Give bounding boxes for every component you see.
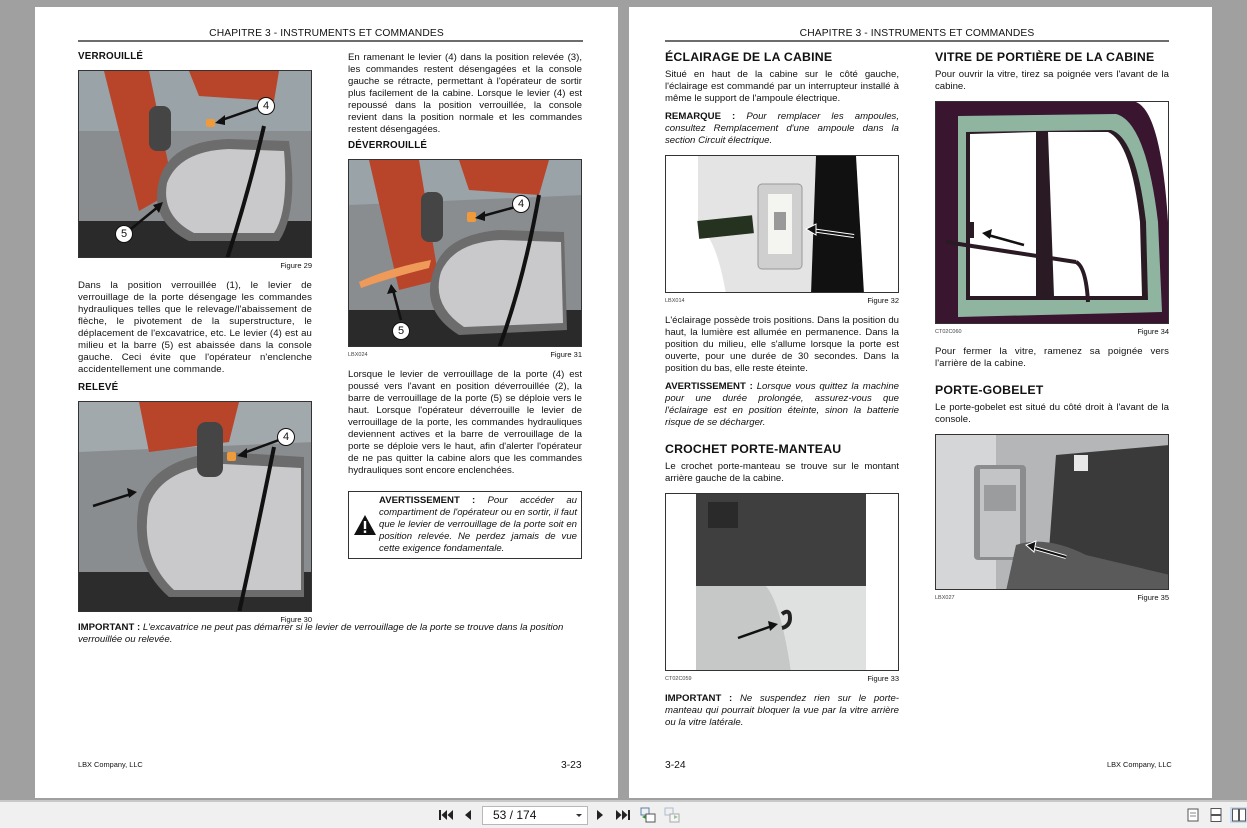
header-rule	[665, 40, 1169, 42]
figure-31-image	[348, 159, 582, 347]
footer-company: LBX Company, LLC	[78, 760, 143, 769]
heading-verrouille: VERROUILLÉ	[78, 51, 144, 62]
chevron-down-icon	[576, 814, 582, 817]
first-page-icon	[439, 809, 453, 821]
locked-description: Dans la position verrouillée (1), le levier de verrouillage de la porte désengage les commandes hydrauliques telles que le relevage/l'abaissement de flèche, le pivotement de la superstructure, le déplacement de l'excavatrice, etc. Le levier (4) est au milieu et la barre (5) est abaissée dans la console gauche. Ceci évite que l'opérateur n'enclenche accidentellement une commande.	[78, 280, 312, 375]
cup-holder-description: Le porte-gobelet est situé du côté droit à l'avant de la console.	[935, 402, 1169, 425]
cab-door-window-photo	[936, 102, 1169, 324]
figure-30-image	[78, 401, 312, 612]
footer-company: LBX Company, LLC	[1107, 760, 1172, 769]
continuous-page-icon	[1210, 808, 1222, 822]
unlocked-description: Lorsque le levier de verrouillage de la porte (4) est poussé vers l'avant en position déverrouillée (2), la barre de verrouillage de la porte (5) se déploie vers le haut. Lorsque l'opérateur déverrouille le levier de verrouillage de la porte, les commandes hydrauliques deviennent actives et la barre de verrouillage de la porte se déploie vers le haut, afin d'alerter l'opérateur de ne pas quitter la cabine alors que les commandes hydrauliques sont encore enclenchées.	[348, 369, 582, 476]
window-open-description: Pour ouvrir la vitre, tirez sa poignée vers l'avant de la cabine.	[935, 69, 1169, 92]
previous-page-button[interactable]	[460, 807, 476, 823]
figure-32-caption: LBX014 Figure 32	[665, 296, 899, 305]
heading-porte-gobelet: PORTE-GOBELET	[935, 383, 1044, 397]
callout-5: 5	[392, 322, 410, 340]
heading-releve: RELEVÉ	[78, 382, 119, 393]
heading-deverrouille: DÉVERROUILLÉ	[348, 140, 428, 151]
first-page-button[interactable]	[438, 807, 454, 823]
go-forward-button[interactable]	[664, 807, 680, 823]
figure-29-image	[78, 70, 312, 258]
last-page-icon	[616, 809, 630, 821]
viewer-toolbar	[0, 800, 1247, 828]
cab-light-photo	[666, 156, 899, 293]
left-page-column-1	[78, 51, 312, 634]
figure-35-image	[935, 434, 1169, 590]
figure-34-image	[935, 101, 1169, 324]
single-page-icon	[1187, 808, 1199, 822]
continuous-view-button[interactable]	[1208, 807, 1224, 823]
page-number-select[interactable]: 53 / 174	[482, 806, 588, 825]
warning-box: AVERTISSEMENT : Pour accéder au compartiment de l'opérateur ou en sortir, il faut que le levier de verrouillage de la porte soit en position relevée. Ne perdez jamais de vue cette exigence fondamentale.	[348, 491, 582, 559]
figure-29-caption: Figure 29	[280, 261, 312, 270]
heading-vitre: VITRE DE PORTIÈRE DE LA CABINE	[935, 50, 1155, 64]
navigate-back-icon	[640, 807, 656, 823]
two-page-icon	[1232, 808, 1246, 822]
coat-hook-photo	[666, 494, 899, 671]
figure-34-caption: CT02C060 Figure 34	[935, 327, 1169, 336]
previous-page-icon	[463, 809, 473, 821]
figure-33-image	[665, 493, 899, 671]
callout-5: 5	[115, 225, 133, 243]
raised-description: En ramenant le levier (4) dans la position relevée (3), les commandes restent désengagées et la console gauche se rétracte, permettant à l'opérateur de sortir plus facilement de la cabine. Lorsque le levier (4) est repoussé dans la position verrouillée, la console revient dans la position normale et les commandes restent désengagées.	[348, 52, 582, 135]
lighting-warning: AVERTISSEMENT : Lorsque vous quittez la machine pour une durée prolongée, assurez-vous que l'éclairage est en position éteinte, sinon la batterie risque de se décharger.	[665, 381, 899, 428]
page-3-23	[35, 7, 618, 798]
left-page-column-2	[348, 52, 582, 559]
two-page-view-button[interactable]	[1230, 807, 1247, 823]
hook-important: IMPORTANT : Ne suspendez rien sur le porte-manteau qui pourrait bloquer la vue par la vitre arrière ou la vitre latérale.	[665, 693, 899, 728]
page-number: 3-23	[561, 760, 582, 771]
figure-30-caption: Figure 30	[280, 615, 312, 624]
page-header: CHAPITRE 3 - INSTRUMENTS ET COMMANDES	[209, 28, 444, 39]
navigate-forward-icon	[664, 807, 680, 823]
next-page-button[interactable]	[592, 807, 608, 823]
header-rule	[78, 40, 583, 42]
important-note: IMPORTANT : L'excavatrice ne peut pas démarrer si le levier de verrouillage de la porte se trouve dans la position verrouillée ou relevée.	[78, 622, 564, 645]
page-header: CHAPITRE 3 - INSTRUMENTS ET COMMANDES	[799, 28, 1035, 39]
heading-eclairage: ÉCLAIRAGE DE LA CABINE	[665, 50, 833, 64]
hook-description: Le crochet porte-manteau se trouve sur le montant arrière gauche de la cabine.	[665, 461, 899, 484]
callout-4: 4	[277, 428, 295, 446]
go-back-button[interactable]	[640, 807, 656, 823]
page-number: 3-24	[665, 760, 686, 771]
remark-note: REMARQUE : Pour remplacer les ampoules, consultez Remplacement d'une ampoule dans la section Circuit électrique.	[665, 111, 899, 146]
right-page-column-1	[665, 51, 899, 735]
lighting-positions: L'éclairage possède trois positions. Dans la position du haut, la lumière est allumée en permanence. Dans la position du milieu, elle s'allume lorsque la porte est ouverte, pour une durée de 30 secondes. Dans la position du bas, elle reste éteinte.	[665, 315, 899, 374]
heading-crochet: CROCHET PORTE-MANTEAU	[665, 442, 842, 456]
single-page-view-button[interactable]	[1185, 807, 1201, 823]
console-unlocked-photo	[349, 160, 582, 347]
warning-triangle-icon	[353, 514, 377, 540]
figure-32-image	[665, 155, 899, 293]
right-page-column-2	[935, 51, 1169, 612]
figure-31-caption: LBX024 Figure 31	[348, 350, 582, 359]
page-3-24	[629, 7, 1212, 798]
callout-4: 4	[257, 97, 275, 115]
callout-4: 4	[512, 195, 530, 213]
next-page-icon	[595, 809, 605, 821]
window-close-description: Pour fermer la vitre, ramenez sa poignée vers l'arrière de la cabine.	[935, 346, 1169, 369]
figure-33-caption: CT02C059 Figure 33	[665, 674, 899, 683]
figure-35-caption: LBX027 Figure 35	[935, 593, 1169, 602]
lighting-description: Situé en haut de la cabine sur le côté gauche, l'éclairage est commandé par un interrupteur installé à même le support de l'ampoule électrique.	[665, 69, 899, 104]
console-locked-photo	[79, 71, 312, 258]
last-page-button[interactable]	[615, 807, 631, 823]
cup-holder-photo	[936, 435, 1169, 590]
